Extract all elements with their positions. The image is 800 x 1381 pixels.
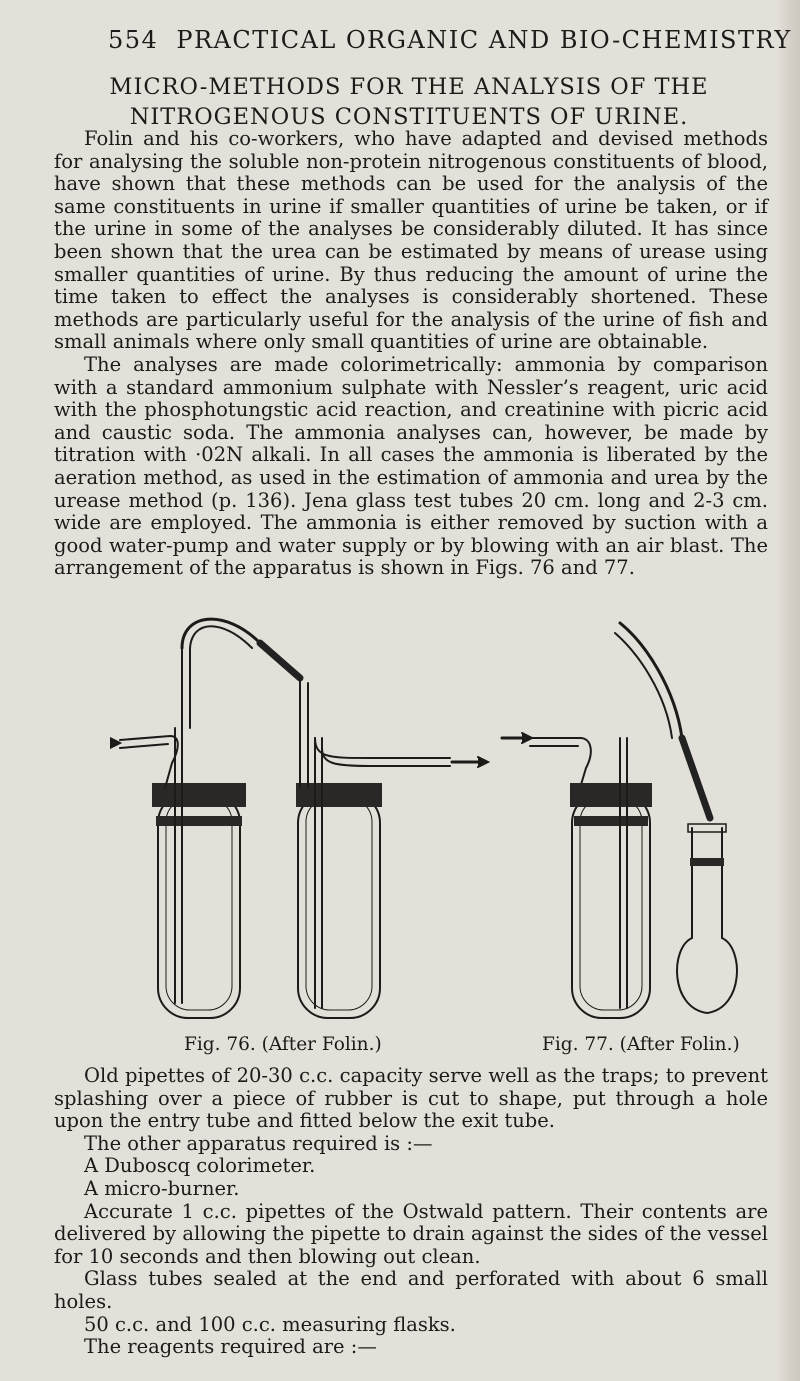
page-number: 554 — [108, 26, 159, 54]
running-head — [108, 26, 792, 54]
list-item-ostwald-pipettes: Accurate 1 c.c. pipettes of the Ostwald pattern. Their contents are delivered by allowing the pipette to drain against the sides of the vessel for 10 seconds and then blowing out clean. — [54, 1199, 768, 1268]
paragraph-apparatus-intro: The other apparatus required is :— — [84, 1131, 433, 1155]
list-item-colorimeter: A Duboscq colorimeter. — [84, 1154, 316, 1178]
list-item-measuring-flasks: 50 c.c. and 100 c.c. measuring flasks. — [84, 1312, 456, 1336]
paragraph-pipettes: Old pipettes of 20-30 c.c. capacity serve well as the traps; to prevent splashing over a piece of rubber is cut to shape, put through a hole upon the entry tube and fitted below the exit tube. — [54, 1064, 768, 1133]
figure-77-caption: Fig. 77. (After Folin.) — [542, 1034, 740, 1055]
list-item-glass-tubes: Glass tubes sealed at the end and perforated with about 6 small holes. — [54, 1267, 768, 1313]
body-text-top — [54, 128, 768, 580]
page-edge-shadow — [778, 0, 800, 1381]
section-title-line-2: NITROGENOUS CONSTITUENTS OF URINE. — [129, 104, 689, 130]
apparatus-figures — [110, 588, 750, 1048]
apparatus-illustration — [110, 588, 750, 1038]
section-title-line-1: MICRO-METHODS FOR THE ANALYSIS OF THE — [109, 74, 709, 100]
paragraph-folin-intro: Folin and his co-workers, who have adapted and devised methods for analysing the soluble non-protein nitrogenous constituents of blood, have shown that these methods can be used for the analysis of the same constituents in urine if smaller quantities of urine be taken, or if the urine in some of the analyses be considerably diluted. It has since been shown that the urea can be estimated by means of urease using smaller quantities of urine. By thus reducing the amount of urine the time taken to effect the analyses is considerably shortened. These methods are particularly useful for the analysis of the urine of fish and small animals where only small quantities of urine are obtainable. — [54, 127, 768, 354]
running-title: PRACTICAL ORGANIC AND BIO-CHEMISTRY — [176, 26, 792, 54]
paragraph-analyses: The analyses are made colorimetrically: ammonia by comparison with a standard ammonium sulphate with Nessler’s reagent, uric acid with the phosphotungstic acid reaction, and creatinine with picric acid and caustic soda. The ammonia analyses can, however, be made by titration with ·02N alkali. In all cases the ammonia is liberated by the aeration method, as used in the estimation of ammonia and urea by the urease method (p. 136). Jena glass test tubes 20 cm. long and 2-3 cm. wide are employed. The ammonia is either removed by suction with a good water-pump and water supply or by blowing with an air blast. The arrangement of the apparatus is shown in Figs. 76 and 77. — [54, 352, 768, 580]
body-text-bottom — [54, 1065, 768, 1359]
section-title — [54, 72, 764, 132]
figure-76-caption: Fig. 76. (After Folin.) — [184, 1034, 382, 1055]
list-item-micro-burner: A micro-burner. — [84, 1176, 240, 1200]
paragraph-reagents-intro: The reagents required are :— — [84, 1335, 377, 1359]
